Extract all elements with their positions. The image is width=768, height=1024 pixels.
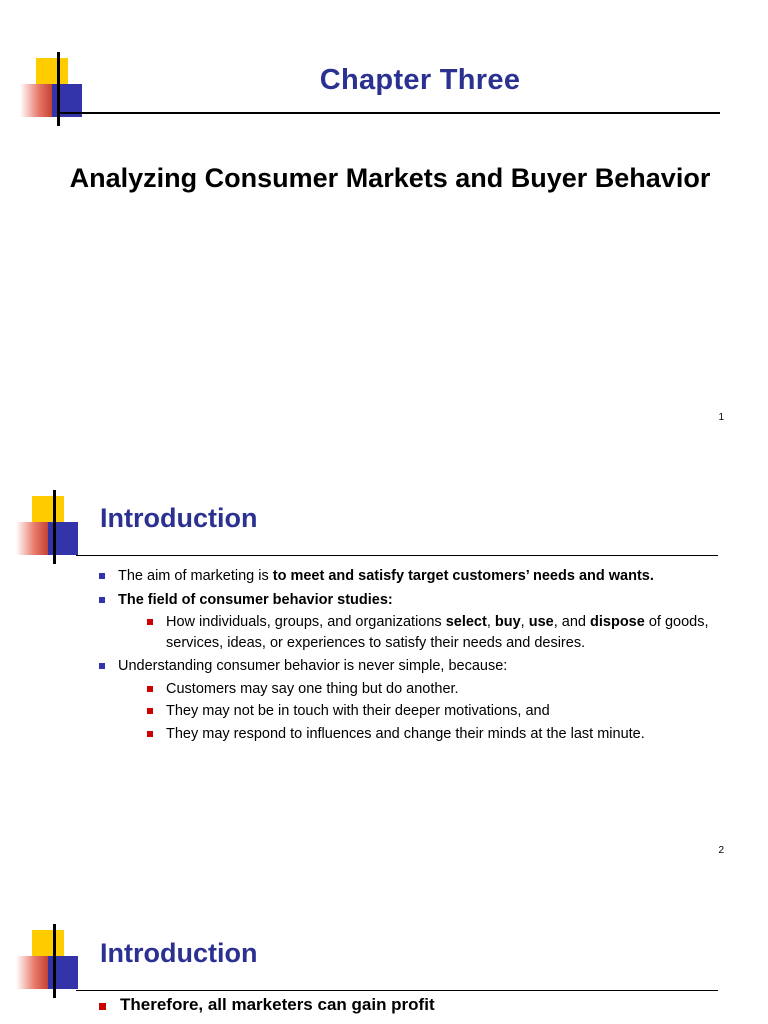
logo-red-square bbox=[16, 956, 50, 989]
nested-list-wrapper bbox=[118, 612, 726, 653]
chapter-subtitle: Analyzing Consumer Markets and Buyer Behavior bbox=[69, 163, 711, 193]
list-item bbox=[144, 701, 726, 722]
decorative-logo bbox=[8, 922, 86, 1000]
bullet-text: They may respond to influences and change their minds at the last minute. bbox=[166, 726, 645, 743]
page-number: 1 bbox=[718, 412, 724, 423]
slide-introduction-1 bbox=[0, 440, 768, 890]
list-item bbox=[144, 679, 726, 700]
decorative-logo bbox=[8, 488, 86, 566]
bullet-text: How individuals, groups, and organizations select, buy, use, and dispose of goods, services, ideas, or experiences to satisfy their needs and desires. bbox=[166, 614, 709, 651]
logo-red-square bbox=[16, 522, 50, 555]
bullet-text: Understanding consumer behavior is never simple, because: bbox=[118, 658, 508, 675]
heading-divider bbox=[76, 555, 718, 556]
list-item bbox=[144, 724, 726, 745]
section-heading: Introduction bbox=[100, 503, 258, 533]
logo-vertical-bar bbox=[53, 924, 56, 998]
heading-divider bbox=[76, 990, 718, 991]
bullet-list-level2 bbox=[144, 612, 726, 653]
list-item bbox=[144, 612, 726, 653]
title-divider bbox=[58, 112, 720, 114]
bullet-list-level2 bbox=[144, 679, 726, 745]
page-number: 2 bbox=[718, 845, 724, 856]
decorative-logo bbox=[12, 50, 90, 128]
slide-body bbox=[96, 566, 726, 748]
bullet-list-level1 bbox=[96, 566, 726, 745]
bullet-text: They may not be in touch with their deeper motivations, and bbox=[166, 703, 550, 720]
bullet-text: Customers may say one thing but do another. bbox=[166, 680, 459, 697]
slide-introduction-2 bbox=[0, 890, 768, 1024]
nested-list-wrapper bbox=[118, 679, 726, 745]
list-item bbox=[96, 995, 726, 1015]
logo-vertical-bar bbox=[53, 490, 56, 564]
bullet-marker bbox=[99, 1003, 106, 1010]
slide-title bbox=[0, 0, 768, 440]
bullet-text: Therefore, all marketers can gain profit bbox=[120, 995, 435, 1014]
list-item bbox=[96, 566, 726, 587]
section-heading: Introduction bbox=[100, 938, 258, 968]
logo-red-square bbox=[20, 84, 54, 117]
bullet-text: The field of consumer behavior studies: bbox=[118, 591, 393, 608]
bullet-text: The aim of marketing is to meet and satisfy target customers’ needs and wants. bbox=[118, 568, 654, 584]
list-item bbox=[96, 590, 726, 654]
logo-vertical-bar bbox=[57, 52, 60, 126]
chapter-title: Chapter Three bbox=[319, 64, 521, 96]
list-item bbox=[96, 656, 726, 744]
